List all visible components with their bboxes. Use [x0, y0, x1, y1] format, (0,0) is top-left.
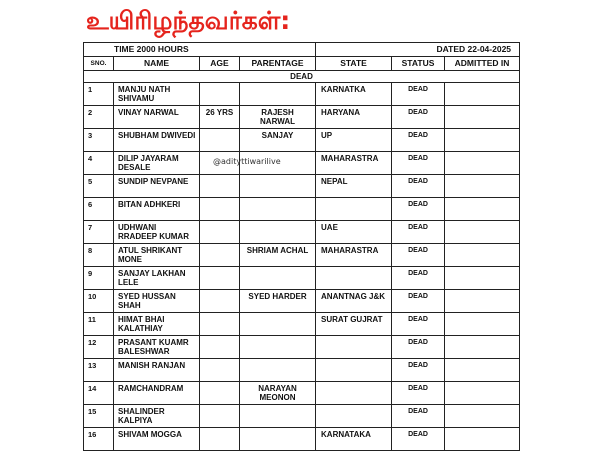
casualty-table	[83, 42, 520, 451]
cell-admitted-in	[445, 244, 520, 267]
table-row	[84, 129, 520, 152]
table-row	[84, 405, 520, 428]
cell-status: DEAD	[392, 428, 445, 451]
cell-age	[200, 428, 240, 451]
cell-admitted-in	[445, 83, 520, 106]
cell-state: UAE	[316, 221, 392, 244]
table-row	[84, 359, 520, 382]
cell-state: KARNATKA	[316, 83, 392, 106]
cell-state	[316, 267, 392, 290]
cell-parentage: NARAYAN MEONON	[240, 382, 316, 405]
cell-parentage	[240, 221, 316, 244]
cell-admitted-in	[445, 198, 520, 221]
cell-admitted-in	[445, 428, 520, 451]
table-body	[84, 83, 520, 451]
cell-status: DEAD	[392, 198, 445, 221]
cell-status: DEAD	[392, 313, 445, 336]
cell-state	[316, 405, 392, 428]
cell-state: NEPAL	[316, 175, 392, 198]
cell-sno: 11	[84, 313, 114, 336]
table-row	[84, 106, 520, 129]
cell-status: DEAD	[392, 152, 445, 175]
table-row	[84, 428, 520, 451]
col-sno: SNO.	[84, 57, 114, 71]
col-age: AGE	[200, 57, 240, 71]
table-row	[84, 83, 520, 106]
cell-admitted-in	[445, 267, 520, 290]
cell-age	[200, 359, 240, 382]
cell-parentage	[240, 336, 316, 359]
cell-age	[200, 313, 240, 336]
cell-status: DEAD	[392, 382, 445, 405]
cell-age	[200, 198, 240, 221]
cell-name: BITAN ADHKERI	[114, 198, 200, 221]
cell-admitted-in	[445, 290, 520, 313]
cell-age	[200, 129, 240, 152]
cell-name: SYED HUSSAN SHAH	[114, 290, 200, 313]
cell-sno: 14	[84, 382, 114, 405]
cell-status: DEAD	[392, 221, 445, 244]
cell-age	[200, 290, 240, 313]
cell-status: DEAD	[392, 175, 445, 198]
cell-state: HARYANA	[316, 106, 392, 129]
cell-name: DILIP JAYARAM DESALE	[114, 152, 200, 175]
page-heading: உயிரிழந்தவர்கள்:	[86, 6, 291, 35]
cell-sno: 6	[84, 198, 114, 221]
cell-age	[200, 382, 240, 405]
cell-age	[200, 83, 240, 106]
cell-name: MANISH RANJAN	[114, 359, 200, 382]
cell-name: SANJAY LAKHAN LELE	[114, 267, 200, 290]
table-row	[84, 290, 520, 313]
cell-admitted-in	[445, 313, 520, 336]
cell-admitted-in	[445, 336, 520, 359]
cell-admitted-in	[445, 106, 520, 129]
cell-admitted-in	[445, 382, 520, 405]
cell-sno: 16	[84, 428, 114, 451]
table-row	[84, 175, 520, 198]
cell-state: KARNATAKA	[316, 428, 392, 451]
table-row	[84, 313, 520, 336]
cell-age	[200, 405, 240, 428]
cell-state: SURAT GUJRAT	[316, 313, 392, 336]
cell-admitted-in	[445, 129, 520, 152]
col-parentage: PARENTAGE	[240, 57, 316, 71]
cell-sno: 4	[84, 152, 114, 175]
cell-status: DEAD	[392, 359, 445, 382]
cell-name: MANJU NATH SHIVAMU	[114, 83, 200, 106]
cell-age	[200, 221, 240, 244]
date-label: DATED 22-04-2025	[316, 43, 520, 57]
cell-sno: 7	[84, 221, 114, 244]
cell-status: DEAD	[392, 83, 445, 106]
time-date-row	[84, 43, 520, 57]
table-row	[84, 244, 520, 267]
cell-sno: 5	[84, 175, 114, 198]
cell-admitted-in	[445, 175, 520, 198]
cell-admitted-in	[445, 405, 520, 428]
table-row	[84, 221, 520, 244]
cell-sno: 1	[84, 83, 114, 106]
col-admitted-in: ADMITTED IN	[445, 57, 520, 71]
cell-name: RAMCHANDRAM	[114, 382, 200, 405]
cell-name: SHIVAM MOGGA	[114, 428, 200, 451]
cell-status: DEAD	[392, 129, 445, 152]
cell-sno: 10	[84, 290, 114, 313]
cell-parentage	[240, 198, 316, 221]
cell-state	[316, 382, 392, 405]
cell-parentage	[240, 405, 316, 428]
cell-parentage	[240, 428, 316, 451]
table-row	[84, 382, 520, 405]
cell-admitted-in	[445, 152, 520, 175]
cell-admitted-in	[445, 359, 520, 382]
col-state: STATE	[316, 57, 392, 71]
cell-age	[200, 175, 240, 198]
table-row	[84, 336, 520, 359]
cell-state: MAHARASTRA	[316, 244, 392, 267]
cell-parentage	[240, 359, 316, 382]
cell-parentage	[240, 175, 316, 198]
cell-age	[200, 336, 240, 359]
cell-age	[200, 244, 240, 267]
cell-status: DEAD	[392, 290, 445, 313]
cell-name: UDHWANI RRADEEP KUMAR	[114, 221, 200, 244]
cell-state: ANANTNAG J&K	[316, 290, 392, 313]
table-row	[84, 152, 520, 175]
cell-state: MAHARASTRA	[316, 152, 392, 175]
cell-admitted-in	[445, 221, 520, 244]
cell-name: SUNDIP NEVPANE	[114, 175, 200, 198]
cell-status: DEAD	[392, 405, 445, 428]
time-label: TIME 2000 HOURS	[84, 43, 316, 57]
section-row	[84, 71, 520, 83]
table-row	[84, 198, 520, 221]
cell-sno: 12	[84, 336, 114, 359]
cell-age: 26 YRS	[200, 106, 240, 129]
cell-state	[316, 359, 392, 382]
cell-parentage	[240, 313, 316, 336]
table-row	[84, 267, 520, 290]
cell-parentage	[240, 267, 316, 290]
cell-sno: 3	[84, 129, 114, 152]
cell-status: DEAD	[392, 267, 445, 290]
col-name: NAME	[114, 57, 200, 71]
cell-state: UP	[316, 129, 392, 152]
cell-state	[316, 336, 392, 359]
cell-parentage	[240, 83, 316, 106]
watermark-handle: @adityttiwarilive	[213, 157, 281, 166]
cell-name: PRASANT KUAMR BALESHWAR	[114, 336, 200, 359]
column-header-row	[84, 57, 520, 71]
cell-name: SHALINDER KALPIYA	[114, 405, 200, 428]
cell-status: DEAD	[392, 244, 445, 267]
cell-name: HIMAT BHAI KALATHIAY	[114, 313, 200, 336]
cell-parentage: SANJAY	[240, 129, 316, 152]
cell-name: VINAY NARWAL	[114, 106, 200, 129]
cell-parentage: SYED HARDER	[240, 290, 316, 313]
col-status: STATUS	[392, 57, 445, 71]
cell-status: DEAD	[392, 106, 445, 129]
cell-parentage: SHRIAM ACHAL	[240, 244, 316, 267]
cell-state	[316, 198, 392, 221]
cell-age	[200, 267, 240, 290]
cell-status: DEAD	[392, 336, 445, 359]
casualty-list-sheet	[83, 42, 519, 439]
cell-sno: 13	[84, 359, 114, 382]
cell-name: ATUL SHRIKANT MONE	[114, 244, 200, 267]
cell-sno: 9	[84, 267, 114, 290]
cell-name: SHUBHAM DWIVEDI	[114, 129, 200, 152]
cell-sno: 8	[84, 244, 114, 267]
section-label: DEAD	[84, 71, 520, 83]
cell-sno: 15	[84, 405, 114, 428]
cell-parentage: RAJESH NARWAL	[240, 106, 316, 129]
cell-sno: 2	[84, 106, 114, 129]
